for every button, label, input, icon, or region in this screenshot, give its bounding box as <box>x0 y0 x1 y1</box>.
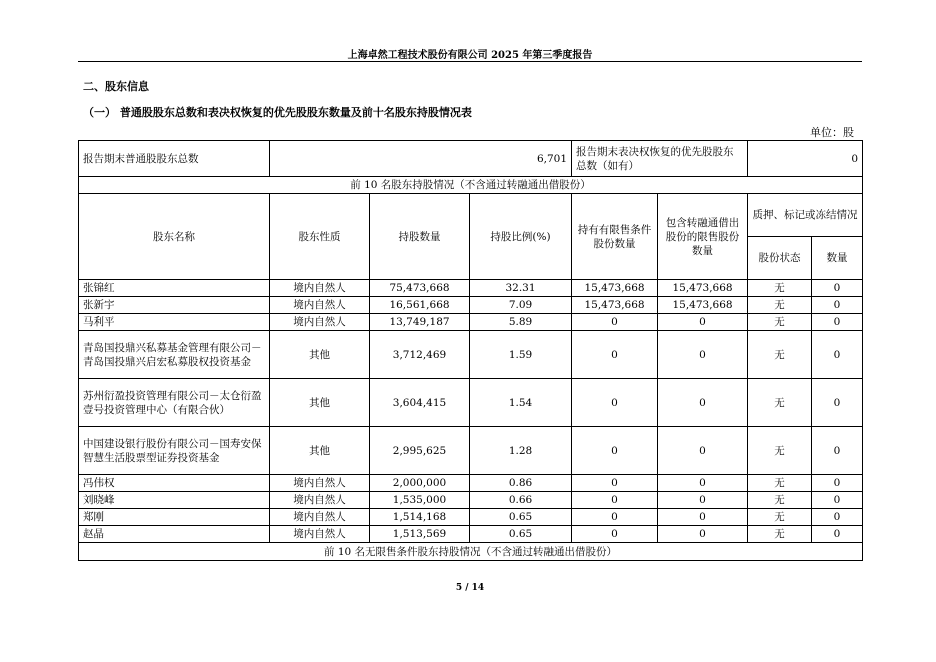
cell-name: 马利平 <box>79 314 270 331</box>
cell-ratio: 0.65 <box>470 526 572 543</box>
cell-ratio: 5.89 <box>470 314 572 331</box>
cell-nature: 境内自然人 <box>270 280 370 297</box>
cell-status: 无 <box>748 314 812 331</box>
cell-nature: 其他 <box>270 379 370 427</box>
cell-status: 无 <box>748 331 812 379</box>
cell-nature: 其他 <box>270 427 370 475</box>
cell-name: 张锦红 <box>79 280 270 297</box>
table-row <box>79 314 863 331</box>
col-header-name: 股东名称 <box>79 194 270 280</box>
page-number: 5 / 14 <box>455 583 485 593</box>
cell-shares: 3,712,469 <box>370 331 470 379</box>
cell-lending: 0 <box>658 427 748 475</box>
col-header-status: 股份状态 <box>748 237 812 280</box>
cell-lending: 15,473,668 <box>658 297 748 314</box>
cell-restricted: 15,473,668 <box>572 297 658 314</box>
table-row <box>79 526 863 543</box>
cell-nature: 其他 <box>270 331 370 379</box>
cell-lending: 0 <box>658 331 748 379</box>
section-title: 二、股东信息 <box>83 80 149 93</box>
cell-shares: 16,561,668 <box>370 297 470 314</box>
cell-qty: 0 <box>812 280 863 297</box>
table-row <box>79 297 863 314</box>
preferred-holders-value: 0 <box>748 141 863 177</box>
cell-name: 赵晶 <box>79 526 270 543</box>
cell-status: 无 <box>748 379 812 427</box>
cell-nature: 境内自然人 <box>270 509 370 526</box>
cell-qty: 0 <box>812 509 863 526</box>
subsection-title: （一） 普通股股东总数和表决权恢复的优先股股东数量及前十名股东持股情况表 <box>83 106 472 119</box>
cell-status: 无 <box>748 427 812 475</box>
shareholder-table <box>78 140 863 561</box>
cell-qty: 0 <box>812 475 863 492</box>
cell-qty: 0 <box>812 297 863 314</box>
column-header-row <box>79 194 863 237</box>
cell-restricted: 15,473,668 <box>572 280 658 297</box>
cell-restricted: 0 <box>572 379 658 427</box>
unrestricted-title: 前 10 名无限售条件股东持股情况（不含通过转融通出借股份） <box>79 543 863 561</box>
cell-shares: 1,513,569 <box>370 526 470 543</box>
cell-qty: 0 <box>812 314 863 331</box>
cell-name: 苏州衍盈投资管理有限公司－太仓衍盈壹号投资管理中心（有限合伙） <box>79 379 270 427</box>
cell-qty: 0 <box>812 526 863 543</box>
cell-lending: 0 <box>658 475 748 492</box>
cell-restricted: 0 <box>572 331 658 379</box>
cell-lending: 0 <box>658 314 748 331</box>
col-header-lending: 包含转融通借出股份的限售股份数量 <box>658 194 748 280</box>
cell-name: 青岛国投鼎兴私募基金管理有限公司－青岛国投鼎兴启宏私募股权投资基金 <box>79 331 270 379</box>
common-holders-value: 6,701 <box>270 141 572 177</box>
shareholder-rows <box>79 280 863 543</box>
cell-status: 无 <box>748 475 812 492</box>
cell-lending: 15,473,668 <box>658 280 748 297</box>
cell-shares: 2,000,000 <box>370 475 470 492</box>
unit-label: 单位：股 <box>810 126 854 139</box>
table-row <box>79 492 863 509</box>
cell-shares: 13,749,187 <box>370 314 470 331</box>
cell-shares: 3,604,415 <box>370 379 470 427</box>
cell-nature: 境内自然人 <box>270 475 370 492</box>
cell-nature: 境内自然人 <box>270 492 370 509</box>
cell-status: 无 <box>748 509 812 526</box>
cell-lending: 0 <box>658 379 748 427</box>
cell-qty: 0 <box>812 331 863 379</box>
cell-status: 无 <box>748 280 812 297</box>
cell-name: 张新宇 <box>79 297 270 314</box>
cell-restricted: 0 <box>572 492 658 509</box>
cell-ratio: 32.31 <box>470 280 572 297</box>
table-row <box>79 331 863 379</box>
col-header-qty: 数量 <box>812 237 863 280</box>
unrestricted-title-row <box>79 543 863 561</box>
top10-title-row <box>79 177 863 194</box>
top10-title: 前 10 名股东持股情况（不含通过转融通出借股份） <box>79 177 863 194</box>
cell-shares: 1,514,168 <box>370 509 470 526</box>
cell-ratio: 1.59 <box>470 331 572 379</box>
cell-restricted: 0 <box>572 314 658 331</box>
preferred-holders-label: 报告期末表决权恢复的优先股股东总数（如有） <box>572 141 748 177</box>
cell-nature: 境内自然人 <box>270 314 370 331</box>
cell-name: 冯伟权 <box>79 475 270 492</box>
cell-shares: 1,535,000 <box>370 492 470 509</box>
table-row <box>79 509 863 526</box>
cell-qty: 0 <box>812 427 863 475</box>
cell-status: 无 <box>748 492 812 509</box>
cell-status: 无 <box>748 526 812 543</box>
cell-ratio: 1.54 <box>470 379 572 427</box>
cell-ratio: 0.66 <box>470 492 572 509</box>
cell-nature: 境内自然人 <box>270 526 370 543</box>
cell-shares: 75,473,668 <box>370 280 470 297</box>
cell-ratio: 0.86 <box>470 475 572 492</box>
table-row <box>79 475 863 492</box>
col-header-nature: 股东性质 <box>270 194 370 280</box>
col-header-shares: 持股数量 <box>370 194 470 280</box>
table-row <box>79 379 863 427</box>
col-header-pledge: 质押、标记或冻结情况 <box>748 194 863 237</box>
cell-shares: 2,995,625 <box>370 427 470 475</box>
cell-lending: 0 <box>658 526 748 543</box>
cell-ratio: 0.65 <box>470 509 572 526</box>
cell-qty: 0 <box>812 379 863 427</box>
document-header: 上海卓然工程技术股份有限公司 2025 年第三季度报告 <box>347 50 593 61</box>
cell-lending: 0 <box>658 492 748 509</box>
cell-lending: 0 <box>658 509 748 526</box>
cell-name: 刘晓峰 <box>79 492 270 509</box>
cell-ratio: 7.09 <box>470 297 572 314</box>
summary-row <box>79 141 863 177</box>
cell-name: 郑刚 <box>79 509 270 526</box>
cell-restricted: 0 <box>572 475 658 492</box>
shareholder-table-body <box>79 141 863 280</box>
col-header-restricted: 持有有限售条件股份数量 <box>572 194 658 280</box>
cell-restricted: 0 <box>572 509 658 526</box>
cell-qty: 0 <box>812 492 863 509</box>
table-row <box>79 280 863 297</box>
header-divider <box>78 61 862 62</box>
cell-restricted: 0 <box>572 526 658 543</box>
cell-restricted: 0 <box>572 427 658 475</box>
col-header-ratio: 持股比例(%) <box>470 194 572 280</box>
cell-status: 无 <box>748 297 812 314</box>
cell-ratio: 1.28 <box>470 427 572 475</box>
common-holders-label: 报告期末普通股股东总数 <box>79 141 270 177</box>
cell-name: 中国建设银行股份有限公司－国寿安保智慧生活股票型证券投资基金 <box>79 427 270 475</box>
table-row <box>79 427 863 475</box>
cell-nature: 境内自然人 <box>270 297 370 314</box>
unrestricted-section <box>79 543 863 561</box>
